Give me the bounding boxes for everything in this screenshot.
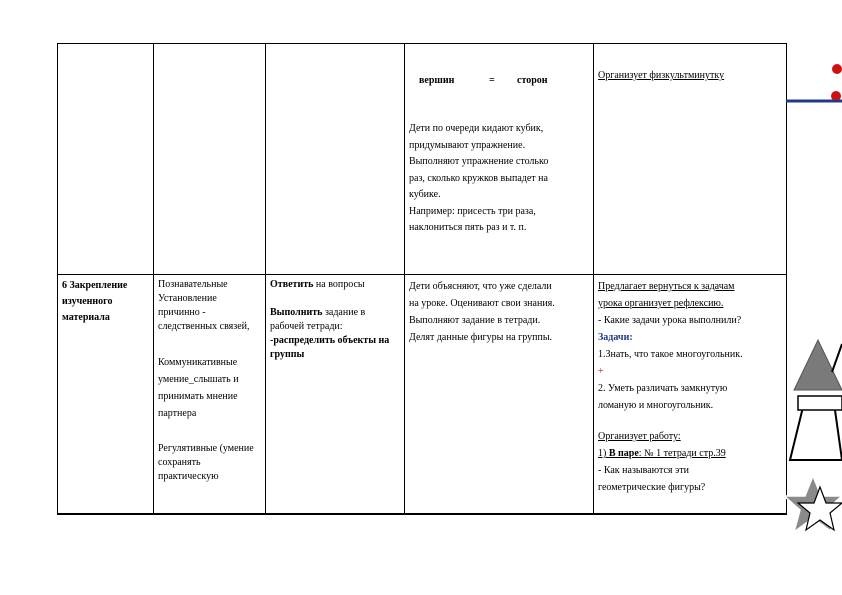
students-line: Выполняют задание в тетради. xyxy=(409,315,541,326)
triangle-icon xyxy=(794,340,842,390)
figures-question-1: - Как называются эти xyxy=(598,465,690,476)
teacher-physical-break: Организует физкультминутку xyxy=(598,70,725,81)
red-dot-icon xyxy=(832,64,842,74)
teacher-activity-cell xyxy=(594,44,787,275)
trapezoid-icon xyxy=(790,403,842,460)
activity-line: Дети по очереди кидают кубик, xyxy=(409,123,544,134)
plus-mark: + xyxy=(598,366,604,377)
tasks-label: Задачи: xyxy=(598,332,633,343)
trapezoid-top-icon xyxy=(798,396,842,410)
task-2-line-1: 2. Уметь различать замкнутую xyxy=(598,383,728,394)
uud-cell xyxy=(154,275,266,515)
teacher-question: - Какие задачи урока выполнили? xyxy=(598,315,742,326)
task-distribute: -распределить объекты на группы xyxy=(270,335,390,360)
task-answer xyxy=(270,278,400,292)
task-cell-empty xyxy=(266,44,405,275)
activity-line: Например: присесть три раза, xyxy=(409,205,536,217)
formula-line xyxy=(419,73,589,89)
figures-question-2: геометрические фигуры? xyxy=(598,482,706,493)
teacher-activity-cell xyxy=(594,275,787,515)
pair-num: 1) xyxy=(598,448,609,459)
activity-line: Выполняют упражнение столько xyxy=(409,156,549,167)
activity-line: раз, сколько кружков выпадет на xyxy=(409,172,548,184)
students-activity-cell xyxy=(405,44,594,275)
task-1: 1.Знать, что такое многоугольник. xyxy=(598,349,743,360)
pair-work xyxy=(598,445,782,462)
lesson-plan-table xyxy=(57,43,787,515)
students-line: Делят данные фигуры на группы. xyxy=(409,332,553,343)
task-do-rest: задание в рабочей тетради: xyxy=(270,307,366,332)
uud-cell-empty xyxy=(154,44,266,275)
stage-cell xyxy=(58,275,154,515)
stage-title: 6 Закрепление изученного материала xyxy=(62,280,128,323)
formula-sign: = xyxy=(489,75,495,86)
pair-rest: : № 1 тетради стр.39 xyxy=(638,448,726,459)
task-cell xyxy=(266,275,405,515)
task-answer-verb: Ответить xyxy=(270,279,314,290)
students-activity-cell xyxy=(405,275,594,515)
table-row xyxy=(58,275,787,515)
star-icon xyxy=(784,476,842,532)
activity-text xyxy=(409,121,589,237)
uud-regulative: Регулятивные (умение сохранять практическую xyxy=(158,443,254,482)
stage-cell-empty xyxy=(58,44,154,275)
pair-bold: В паре xyxy=(608,448,639,459)
formula-left: вершин xyxy=(419,75,455,86)
red-dot-icon xyxy=(831,91,841,101)
triangle-edge-line xyxy=(832,344,842,372)
teacher-reflection-1: Предлагает вернуться к задачам xyxy=(598,281,735,292)
activity-line: наклониться пять раз и т. п. xyxy=(409,222,527,233)
students-line: на уроке. Оценивают свои знания. xyxy=(409,298,555,309)
task-do xyxy=(270,306,400,334)
uud-cognitive-title: Познавательные xyxy=(158,279,228,290)
uud-communicative: Коммуникативные умение_слышать и принимать мнение партнера xyxy=(158,357,239,419)
uud-cognitive-text: Установление причинно - следственных связей, xyxy=(158,293,250,332)
star-outline-icon xyxy=(798,487,842,530)
students-line: Дети объясняют, что уже сделали xyxy=(409,281,552,292)
task-2-line-2: ломаную и многоугольник. xyxy=(598,400,714,411)
task-answer-rest: на вопросы xyxy=(313,279,365,290)
table-row xyxy=(58,44,787,275)
organize-work: Организует работу: xyxy=(598,431,681,442)
star-shadow-icon xyxy=(800,528,842,560)
formula-right: сторон xyxy=(517,75,548,86)
task-do-verb: Выполнить xyxy=(270,307,323,318)
activity-line: кубике. xyxy=(409,189,441,200)
activity-line: придумывают упражнение. xyxy=(409,139,526,151)
teacher-reflection-2: урока организует рефлексию. xyxy=(598,298,724,309)
